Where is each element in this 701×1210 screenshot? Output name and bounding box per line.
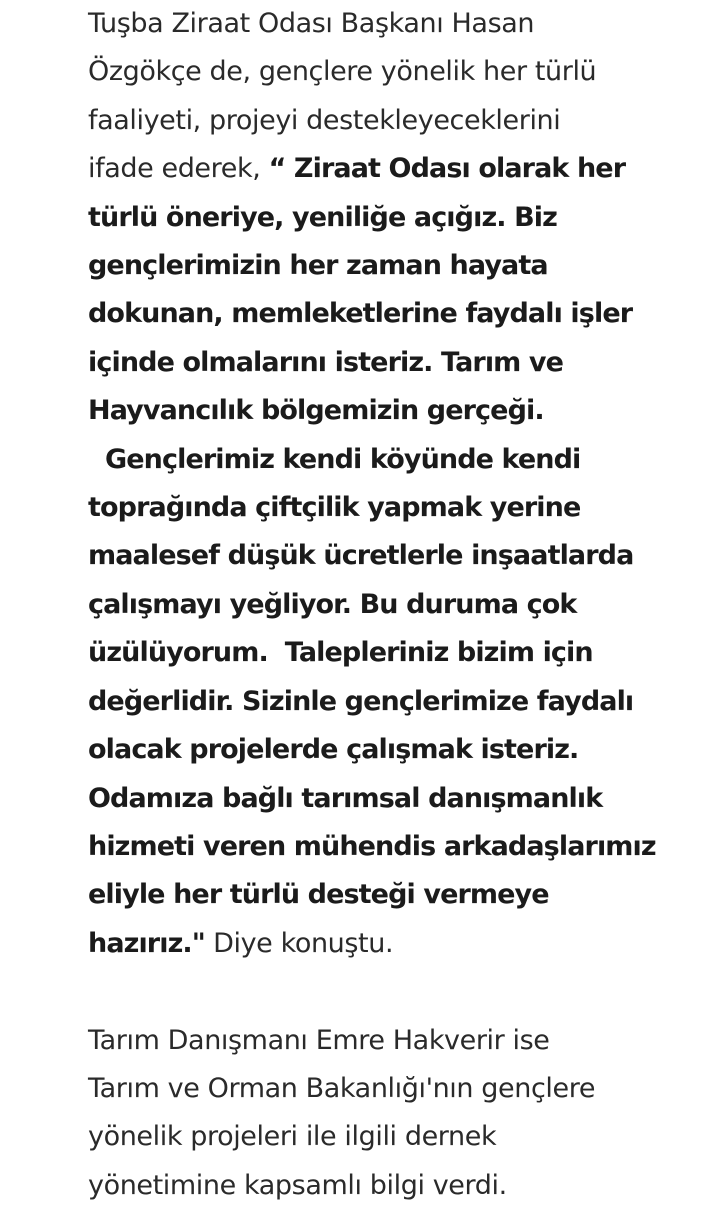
quote-line: gençlerimizin her zaman hayata (88, 250, 548, 282)
lead-in-text: ifade ederek, (88, 153, 269, 185)
text-line: yönelik projeleri ile ilgili dernek (88, 1121, 497, 1153)
quote-line: türlü öneriye, yeniliğe açığız. Biz (88, 201, 557, 233)
text-line: yönetimine kapsamlı bilgi verdi. (88, 1169, 507, 1201)
text-line: faaliyeti, projeyi destekleyeceklerini (88, 104, 561, 136)
quote-line: üzülüyorum. Talepleriniz bizim için (88, 637, 593, 669)
quote-line: dokunan, memleketlerine faydalı işler (88, 298, 633, 330)
paragraph-2 (88, 1017, 688, 1210)
paragraph-spacer (88, 968, 688, 1016)
quote-line: eliyle her türlü desteği vermeye (88, 879, 549, 911)
text-line: Tarım Danışmanı Emre Hakverir ise (88, 1024, 550, 1056)
quote-line: Gençlerimiz kendi köyünde kendi (88, 443, 581, 475)
text-line (88, 920, 688, 968)
quote-line: Hayvancılık bölgemizin gerçeği. (88, 395, 544, 427)
article-body (88, 0, 688, 1210)
text-line: Özgökçe de, gençlere yönelik her türlü (88, 56, 597, 88)
quote-end: hazırız." (88, 927, 205, 959)
quote-line: Odamıza bağlı tarımsal danışmanlık (88, 782, 603, 814)
quote-line: toprağında çiftçilik yapmak yerine (88, 492, 581, 524)
quote-line: olacak projelerde çalışmak isteriz. (88, 734, 579, 766)
quote-line: içinde olmalarını isteriz. Tarım ve (88, 346, 564, 378)
quote-start: “ Ziraat Odası olarak her (268, 153, 626, 185)
paragraph-1 (88, 0, 688, 968)
quote-line: hizmeti veren mühendis arkadaşlarımız (88, 830, 656, 862)
quote-line: maalesef düşük ücretlerle inşaatlarda (88, 540, 634, 572)
quote-line: değerlidir. Sizinle gençlerimize faydalı (88, 685, 634, 717)
text-line (88, 145, 688, 193)
quote-line: çalışmayı yeğliyor. Bu duruma çok (88, 588, 577, 620)
attribution-text: Diye konuştu. (204, 927, 394, 959)
text-line: Tarım ve Orman Bakanlığı'nın gençlere (88, 1072, 596, 1104)
text-line: Tuşba Ziraat Odası Başkanı Hasan (88, 8, 535, 39)
